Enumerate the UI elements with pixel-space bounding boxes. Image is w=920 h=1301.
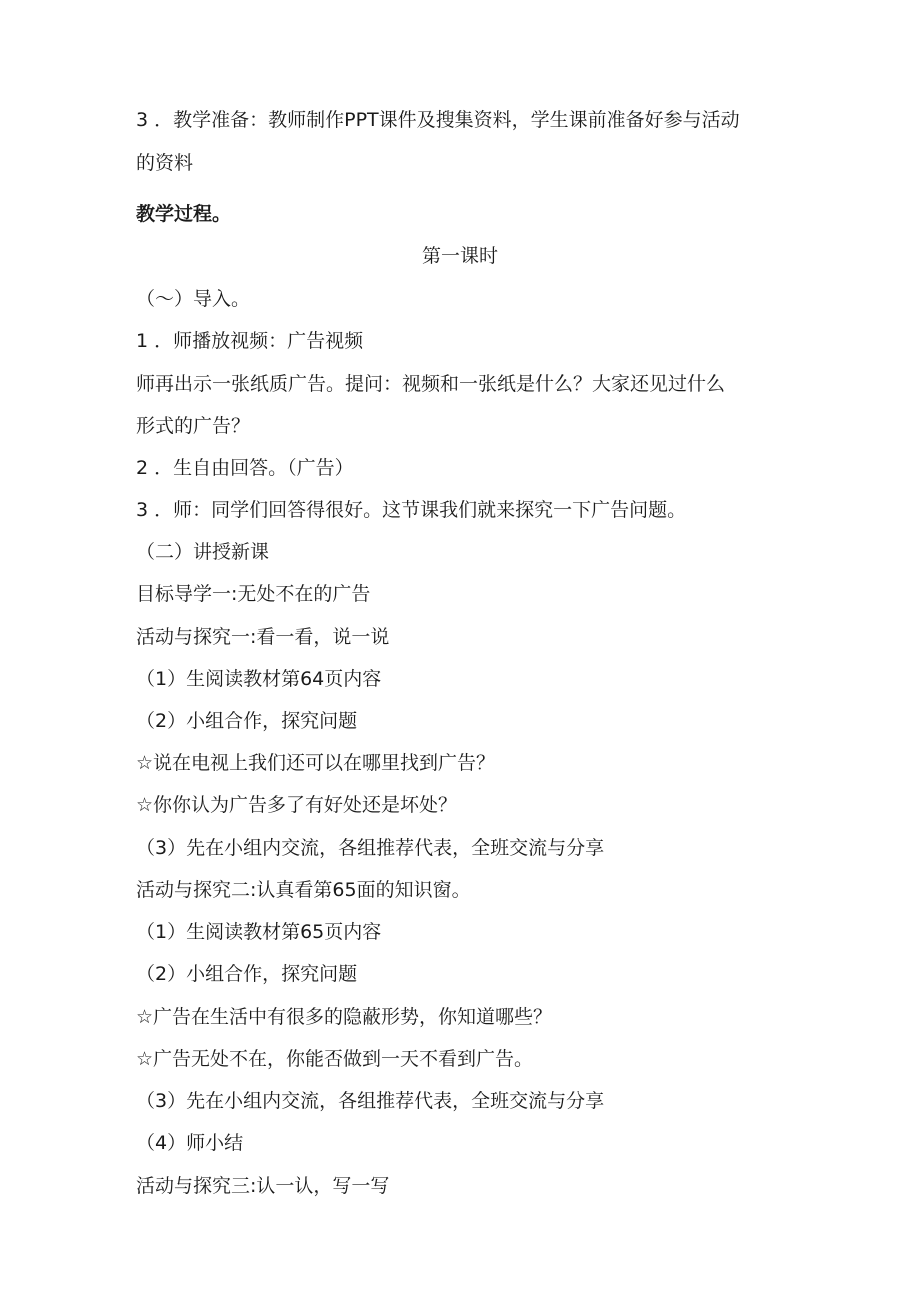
paragraph-line: 目标导学一:无处不在的广告 bbox=[136, 583, 371, 605]
paragraph-line: 3 ．师：同学们回答得很好。这节课我们就来探究一下广告问题。 bbox=[136, 499, 687, 521]
prep-line: 3 ．教学准备：教师制作PPT课件及搜集资料，学生课前准备好参与活动 bbox=[136, 109, 740, 131]
question-item: ☆你你认为广告多了有好处还是坏处？ bbox=[136, 794, 458, 816]
paragraph-line: （4）师小结 bbox=[136, 1132, 244, 1154]
paragraph-line: （2）小组合作，探究问题 bbox=[136, 963, 358, 985]
prep-line-continued: 的资料 bbox=[136, 152, 194, 174]
paragraph-line: （3）先在小组内交流，各组推荐代表，全班交流与分享 bbox=[136, 1090, 605, 1112]
paragraph-line: （2）小组合作，探究问题 bbox=[136, 710, 358, 732]
paragraph-line: （1）生阅读教材第64页内容 bbox=[136, 668, 382, 690]
paragraph-line: 师再出示一张纸质广告。提问：视频和一张纸是什么？大家还见过什么 bbox=[136, 373, 726, 395]
paragraph-line: （3）先在小组内交流，各组推荐代表，全班交流与分享 bbox=[136, 837, 605, 859]
question-item: ☆广告在生活中有很多的隐蔽形势，你知道哪些？ bbox=[136, 1006, 553, 1028]
lesson-title: 第一课时 bbox=[421, 245, 498, 267]
subsection-heading: （二）讲授新课 bbox=[136, 541, 270, 563]
subsection-heading: （〜）导入。 bbox=[136, 288, 251, 310]
paragraph-line: 形式的广告？ bbox=[136, 415, 251, 437]
paragraph-line: 活动与探究三:认一认，写一写 bbox=[136, 1175, 390, 1197]
paragraph-line: 活动与探究二:认真看第65面的知识窗。 bbox=[136, 879, 471, 901]
paragraph-line: 1 ．师播放视频：广告视频 bbox=[136, 330, 364, 352]
paragraph-line: 2 ．生自由回答。（广告） bbox=[136, 457, 354, 479]
section-heading: 教学过程。 bbox=[136, 203, 232, 225]
question-item: ☆广告无处不在，你能否做到一天不看到广告。 bbox=[136, 1048, 534, 1070]
paragraph-line: 活动与探究一:看一看，说一说 bbox=[136, 626, 390, 648]
paragraph-line: （1）生阅读教材第65页内容 bbox=[136, 921, 382, 943]
question-item: ☆说在电视上我们还可以在哪里找到广告？ bbox=[136, 752, 496, 774]
